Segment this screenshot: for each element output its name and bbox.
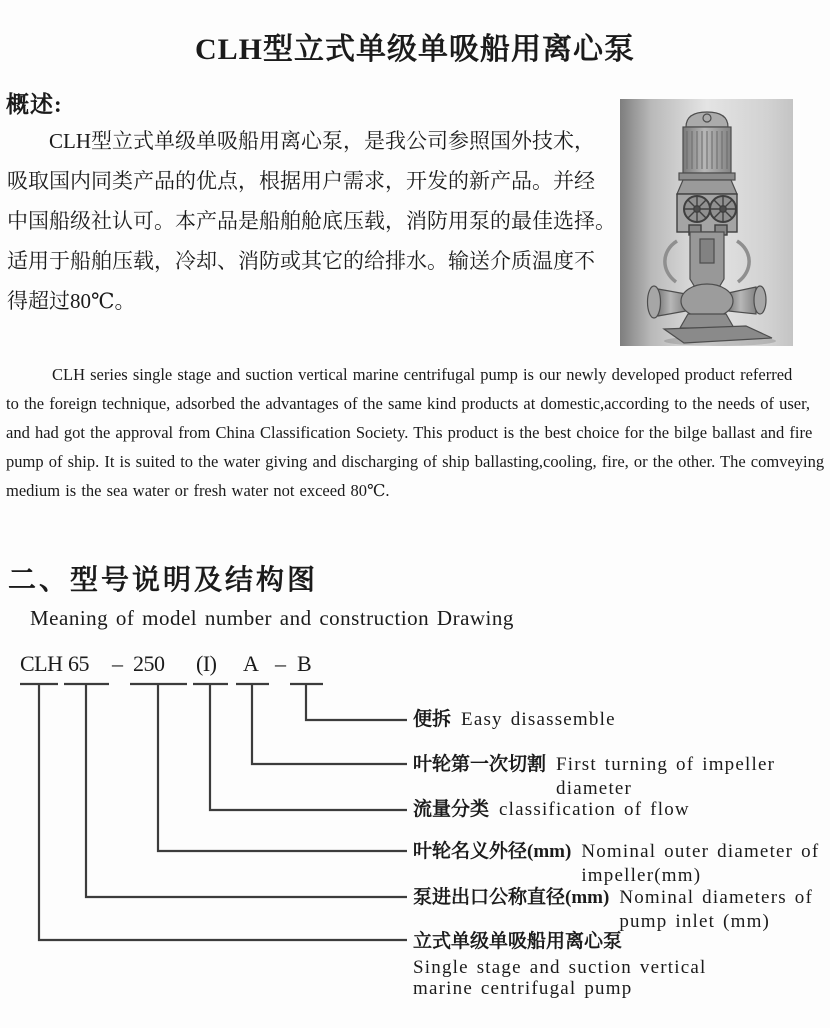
model-part-diameter: 250 (133, 651, 165, 676)
model-label-easy-disassemble (413, 707, 616, 733)
label-cn: 叶轮第一次切割 (413, 754, 547, 775)
page-title: CLH型立式单级单吸船用离心泵 (194, 33, 635, 66)
paragraph-line: 适用于船舶压载，冷却、消防或其它的给排水。输送介质温度不 (7, 249, 595, 273)
section2-heading-cn: 二、型号说明及结构图 (8, 565, 319, 596)
model-part-flow: (I) (196, 651, 217, 676)
model-label-impeller-diameter (413, 839, 819, 886)
pump-gauge-wheels (677, 194, 737, 235)
label-en: Nominal outer diameter of (581, 841, 820, 862)
label-en: Nominal diameters of (619, 887, 813, 908)
model-part-easy: B (297, 651, 312, 676)
label-en: marine centrifugal pump (413, 978, 633, 999)
pump-motor (677, 112, 737, 194)
model-part-cut: A (243, 651, 259, 676)
label-en: Single stage and suction vertical (413, 957, 707, 978)
label-en: diameter (556, 778, 633, 799)
paragraph-line: pump of ship. It is suited to the water giving and discharging of ship ballasting,cooling, fire, or the other. The comveying (6, 452, 825, 471)
paragraph-line: 吸取国内同类产品的优点，根据用户需求，开发的新产品。并经 (7, 169, 595, 193)
paragraph-line: medium is the sea water or fresh water not exceed 80℃. (6, 481, 390, 500)
model-label-flow-classification (413, 797, 690, 823)
pump-photo-illustration (620, 99, 793, 346)
label-en: impeller(mm) (581, 865, 702, 886)
overview-paragraph-cn (7, 121, 617, 321)
paragraph-line: to the foreign technique, adsorbed the advantages of the same kind products at domestic,according to the needs of user, (6, 394, 811, 413)
overview-paragraph-en (6, 360, 826, 505)
label-cn: 便拆 (413, 709, 452, 730)
pump-photo (620, 99, 793, 346)
model-dash-1: – (112, 651, 123, 676)
paragraph-line: and had got the approval from China Classification Society. This product is the best choice for the bilge ballast and fire (6, 423, 813, 442)
paragraph-line: CLH型立式单级单吸船用离心泵，是我公司参照国外技术， (49, 129, 595, 153)
label-en: pump inlet (mm) (619, 911, 771, 932)
paragraph-line: 中国船级社认可。本产品是船舶舱底压载，消防用泵的最佳选择。 (7, 209, 616, 233)
model-part-series: CLH (20, 651, 63, 676)
model-label-inlet-diameter (413, 885, 813, 932)
section2-heading-en: Meaning of model number and construction Drawing (30, 606, 514, 630)
label-cn: 叶轮名义外径(mm) (413, 841, 572, 862)
paragraph-line: CLH series single stage and suction vertical marine centrifugal pump is our newly developed product referred (52, 365, 793, 384)
overview-heading: 概述: (6, 92, 63, 117)
label-en: Easy disassemble (461, 709, 616, 730)
model-dash-2: – (275, 651, 286, 676)
model-label-pump-type (413, 929, 706, 999)
label-en: First turning of impeller (556, 754, 776, 775)
label-cn: 泵进出口公称直径(mm) (413, 887, 610, 908)
label-cn: 流量分类 (413, 799, 490, 820)
model-label-first-turning (413, 752, 775, 799)
paragraph-line: 得超过80℃。 (7, 289, 136, 313)
label-cn: 立式单级单吸船用离心泵 (413, 931, 623, 952)
label-en: classification of flow (499, 799, 690, 820)
model-part-inlet: 65 (68, 651, 89, 676)
